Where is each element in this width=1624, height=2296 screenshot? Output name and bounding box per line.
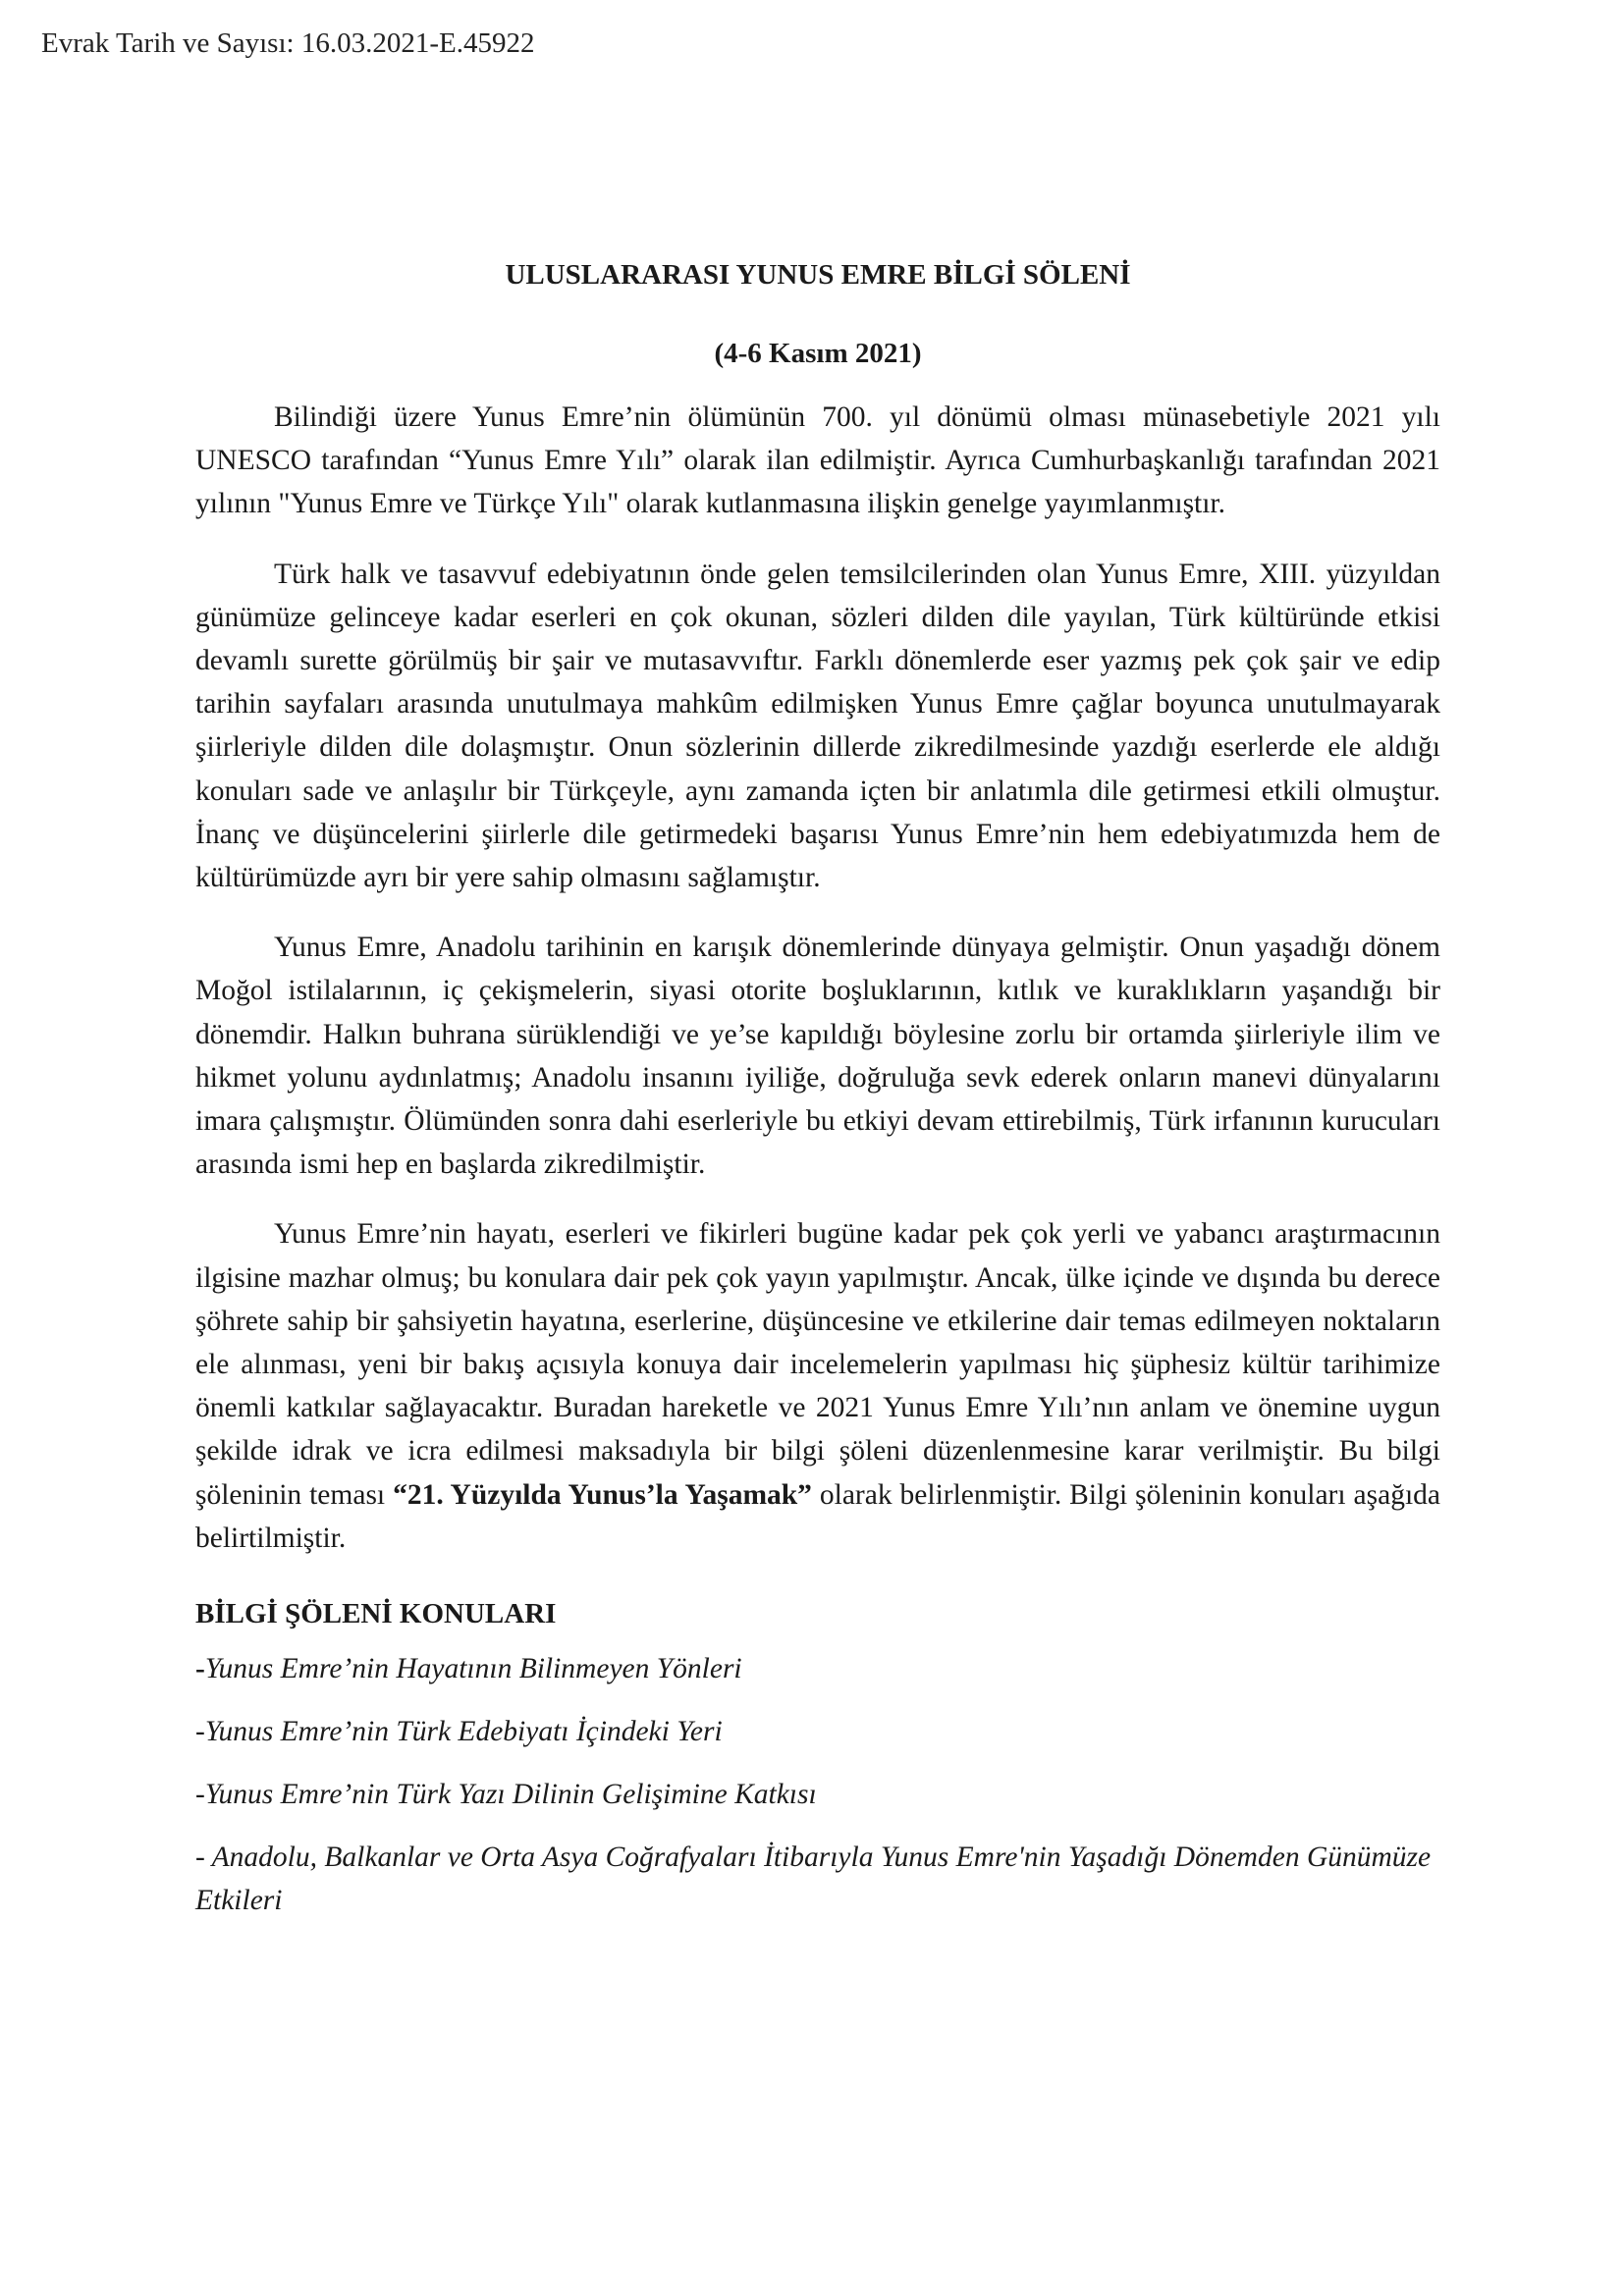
topic-item bbox=[195, 1647, 1440, 1690]
topic-dash: - bbox=[195, 1653, 205, 1685]
paragraph-2: Türk halk ve tasavvuf edebiyatının önde gelen temsilcilerinden olan Yunus Emre, XIII. yüzyıldan günümüze gelinceye kadar eserleri en çok okunan, sözleri dilden dile yayılan, Türk kültüründe etkisi devamlı surette görülmüş bir şair ve mutasavvıftır. Farklı dönemlerde eser yazmış pek çok şair ve edip tarihin sayfaları arasında unutulmaya mahkûm edilmişken Yunus Emre çağlar boyunca unutulmayarak şiirleriyle dilden dile dolaşmıştır. Onun sözlerinin dillerde zikredilmesinde yazdığı eserlerde ele aldığı konuları sade ve anlaşılır bir Türkçeyle, aynı zamanda içten bir anlatımla dile getirmesi etkili olmuştur. İnanç ve düşüncelerini şiirlerle dile getirmedeki başarısı Yunus Emre’nin hem edebiyatımızda hem de kültürümüzde ayrı bir yere sahip olmasını sağlamıştır. bbox=[195, 558, 1440, 894]
topic-text: -Yunus Emre’nin Türk Yazı Dilinin Gelişimine Katkısı bbox=[195, 1779, 817, 1811]
document-body bbox=[195, 257, 1440, 1922]
paragraph-1: Bilindiği üzere Yunus Emre’nin ölümünün 700. yıl dönümü olması münasebetiyle 2021 yılı UNESCO tarafından “Yunus Emre Yılı” olarak ilan edilmiştir. Ayrıca Cumhurbaşkanlığı tarafından 2021 yılının "Yunus Emre ve Türkçe Yılı" olarak kutlanmasına ilişkin genelge yayımlanmıştır. bbox=[195, 401, 1440, 520]
document-title: ULUSLARARASI YUNUS EMRE BİLGİ SÖLENİ bbox=[505, 259, 1131, 291]
document-reference: Evrak Tarih ve Sayısı: 16.03.2021-E.45922 bbox=[41, 27, 535, 59]
topics-list bbox=[195, 1647, 1440, 1922]
topics-heading: BİLGİ ŞÖLENİ KONULARI bbox=[195, 1598, 557, 1630]
topic-text: - Anadolu, Balkanlar ve Orta Asya Coğrafyaları İtibarıyla Yunus Emre'nin Yaşadığı Dönemden Günümüze Etkileri bbox=[195, 1842, 1432, 1917]
topic-item bbox=[195, 1836, 1440, 1922]
paragraph-4 bbox=[195, 1212, 1440, 1560]
paragraph-4-text-start: Yunus Emre’nin hayatı, eserleri ve fikirleri bugüne kadar pek çok yerli ve yabancı araştırmacının ilgisine mazhar olmuş; bu konulara dair pek çok yayın yapılmıştır. Ancak, ülke içinde ve dışında bu derece şöhrete sahip bir şahsiyetin hayatına, eserlerine, düşüncesine ve etkilerine dair temas edilmeyen noktaların ele alınması, yeni bir bakış açısıyla konuya dair incelemelerin yapılması hiç şüphesiz kültür tarihimize önemli katkılar sağlayacaktır. Buradan hareketle ve 2021 Yunus Emre Yılı’nın anlam ve önemine uygun şekilde idrak ve icra edilmesi maksadıyla bir bilgi şöleni düzenlenmesine karar verilmiştir. Bu bilgi şöleninin teması bbox=[195, 1218, 1440, 1511]
topic-text: -Yunus Emre’nin Türk Edebiyatı İçindeki Yeri bbox=[195, 1716, 723, 1748]
paragraph-4-text-end: olarak belirlenmiştir. Bilgi şöleninin konuları aşağıda belirtilmiştir. bbox=[195, 1478, 1440, 1554]
symposium-theme: “21. Yüzyılda Yunus’la Yaşamak” bbox=[393, 1478, 812, 1511]
topic-text: Yunus Emre’nin Hayatının Bilinmeyen Yönleri bbox=[204, 1653, 742, 1685]
topic-item bbox=[195, 1710, 1440, 1753]
paragraph-3: Yunus Emre, Anadolu tarihinin en karışık dönemlerinde dünyaya gelmiştir. Onun yaşadığı dönem Moğol istilalarının, iç çekişmelerin, siyasi otorite boşluklarının, kıtlık ve kuraklıkların yaşandığı bir dönemdir. Halkın buhrana sürüklendiği ve ye’se kapıldığı böylesine zorlu bir ortamda şiirleriyle ilim ve hikmet yolunu aydınlatmış; Anadolu insanını iyiliğe, doğruluğa sevk ederek onların manevi dünyalarını imara çalışmıştır. Ölümünden sonra dahi eserleriyle bu etkiyi devam ettirebilmiş, Türk irfanının kurucuları arasında ismi hep en başlarda zikredilmiştir. bbox=[195, 932, 1440, 1181]
document-date: (4-6 Kasım 2021) bbox=[714, 338, 922, 369]
topic-item bbox=[195, 1773, 1440, 1816]
